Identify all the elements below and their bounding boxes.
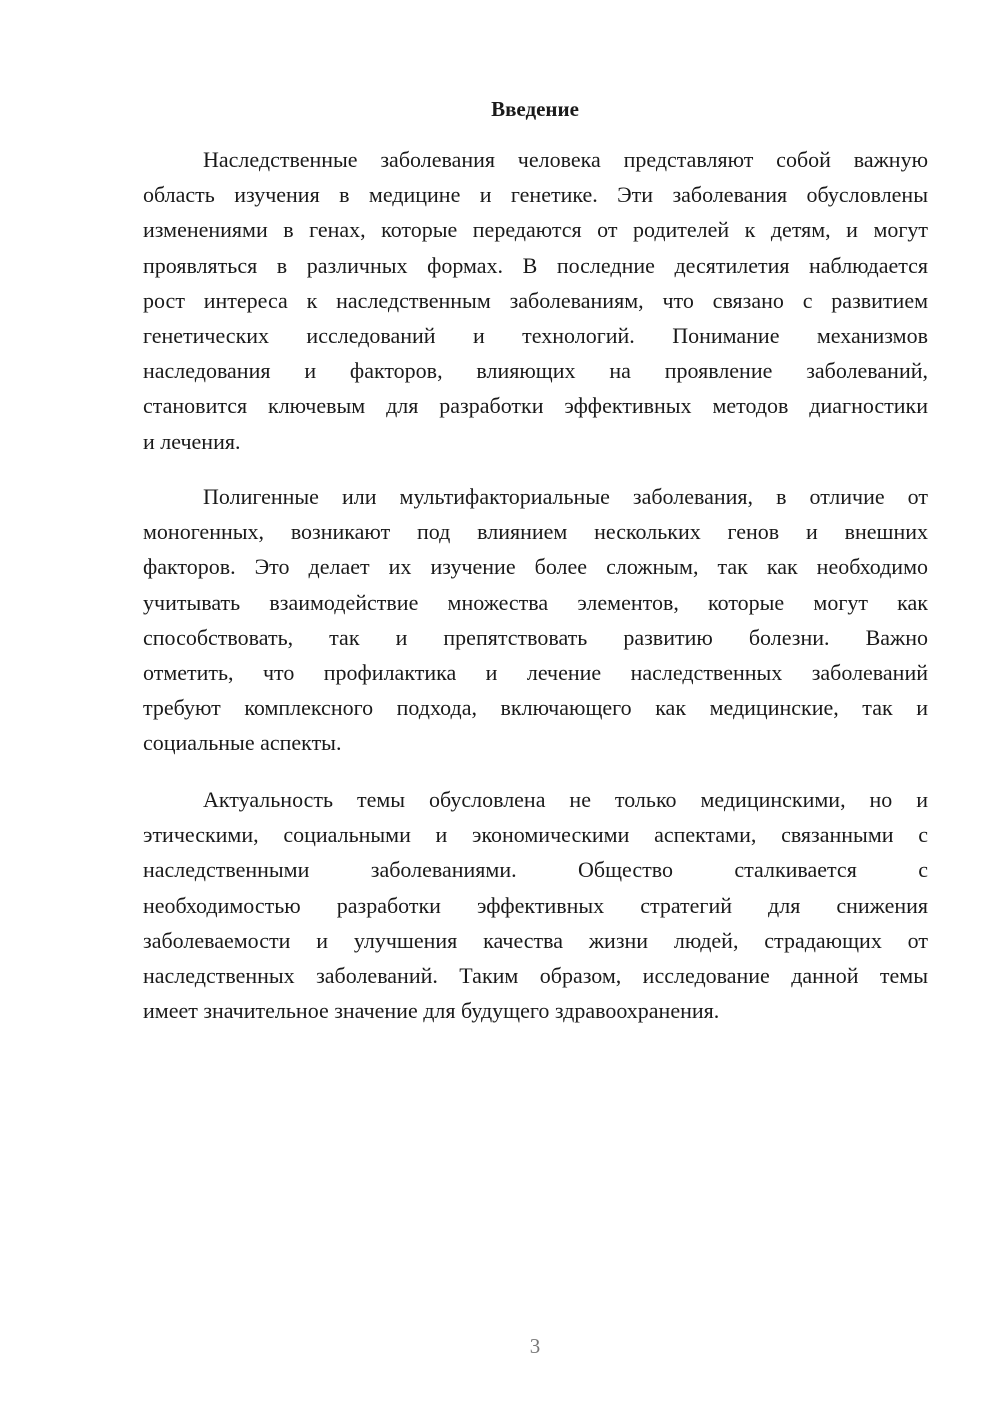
text-line: факторов. Это делает их изучение более сложным, так как необходимо — [143, 554, 928, 580]
section-title: Введение — [491, 97, 579, 121]
paragraph-1 — [143, 142, 928, 459]
page-number: 3 — [529, 1334, 541, 1358]
text-line: проявляться в различных формах. В последние десятилетия наблюдается — [143, 252, 928, 278]
text-line: изменениями в генах, которые передаются от родителей к детям, и могут — [143, 217, 928, 243]
text-line: наследственных заболеваний. Таким образом, исследование данной темы — [143, 962, 928, 988]
text-line: генетических исследований и технологий. Понимание механизмов — [143, 322, 928, 348]
text-line: этическими, социальными и экономическими аспектами, связанными с — [143, 822, 928, 848]
text-line: Полигенные или мультифакториальные заболевания, в отличие от — [203, 484, 928, 509]
text-line: социальные аспекты. — [143, 730, 342, 756]
text-line: отметить, что профилактика и лечение наследственных заболеваний — [143, 659, 928, 685]
text-line: Актуальность темы обусловлена не только медицинскими, но и — [203, 787, 928, 812]
text-line: требуют комплексного подхода, включающего как медицинские, так и — [143, 695, 928, 721]
text-line: моногенных, возникают под влиянием нескольких генов и внешних — [143, 519, 928, 545]
text-line: имеет значительное значение для будущего здравоохранения. — [143, 998, 720, 1024]
text-line: наследственными заболеваниями. Общество сталкивается с — [143, 857, 928, 883]
text-line: Наследственные заболевания человека представляют собой важную — [203, 147, 928, 172]
text-line: необходимостью разработки эффективных стратегий для снижения — [143, 892, 928, 918]
text-line: и лечения. — [143, 428, 241, 454]
text-line: становится ключевым для разработки эффективных методов диагностики — [143, 393, 928, 419]
paragraph-3 — [143, 782, 928, 1028]
text-line: рост интереса к наследственным заболеваниям, что связано с развитием — [143, 287, 928, 313]
text-line: наследования и факторов, влияющих на проявление заболеваний, — [143, 358, 928, 384]
text-line: область изучения в медицине и генетике. Эти заболевания обусловлены — [143, 182, 928, 208]
text-line: способствовать, так и препятствовать развитию болезни. Важно — [143, 624, 928, 650]
text-line: заболеваемости и улучшения качества жизни людей, страдающих от — [143, 927, 928, 953]
paragraph-2 — [143, 479, 928, 761]
text-line: учитывать взаимодействие множества элементов, которые могут как — [143, 589, 928, 615]
